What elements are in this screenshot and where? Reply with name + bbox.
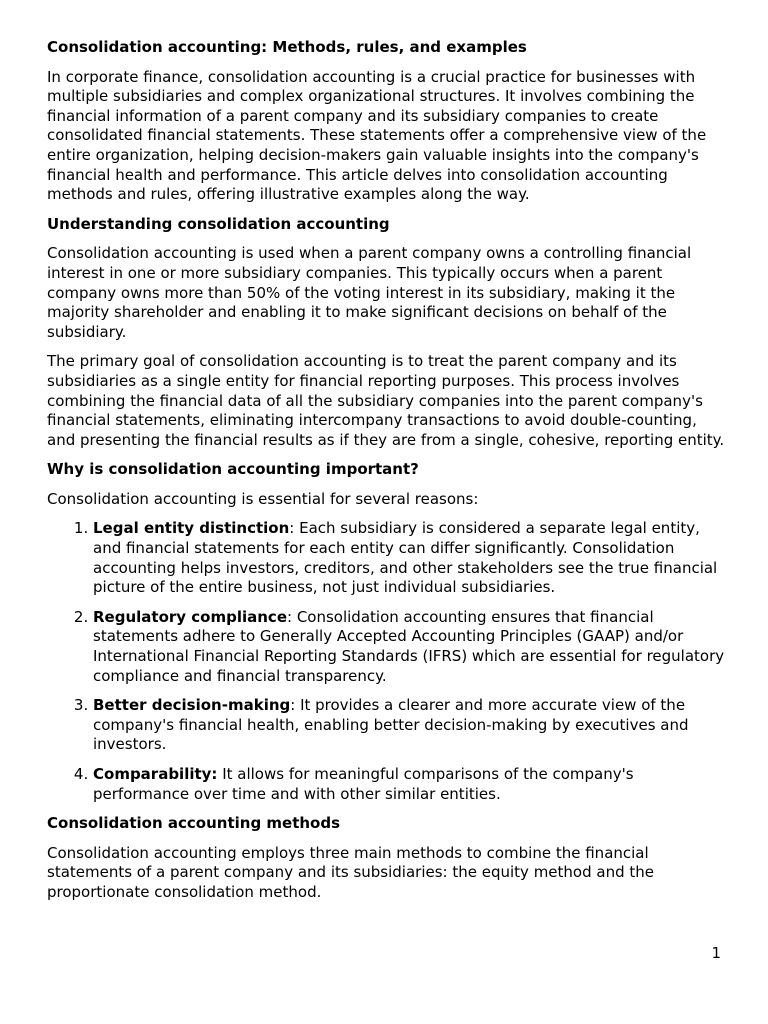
list-item-text: : Consolidation accounting ensures that financial statements adhere to Generally Accepted Accounting Principles (GAAP) and/or International Financial Reporting Standards (IFRS) which are essential for regulatory compliance and financial transparency. [93,607,725,685]
section-heading-understanding: Understanding consolidation accounting [47,214,390,233]
document-title: Consolidation accounting: Methods, rules, and examples [47,38,527,56]
list-item [93,519,727,597]
list-item-term: Comparability: [93,765,218,783]
section-heading-methods: Consolidation accounting methods [47,814,341,833]
list-item-term: Regulatory compliance [93,607,287,626]
understanding-paragraph-1: Consolidation accounting is used when a parent company owns a controlling financial interest in one or more subsidiary companies. This typically occurs when a parent company owns more than 50% of the voting interest in its subsidiary, making it the majority shareholder and enabling it to make significant decisions on behalf of the subsidiary. [47,244,692,341]
list-item-term: Legal entity distinction [93,519,290,538]
list-item [93,696,727,755]
methods-paragraph: Consolidation accounting employs three main methods to combine the financial statements of a parent company and its subsidiaries: the equity method and the proportionate consolidation method. [47,843,654,901]
importance-lead: Consolidation accounting is essential for several reasons: [47,489,479,508]
document-page [47,38,727,913]
list-item-text: : It provides a clearer and more accurate view of the company's financial health, enabling better decision-making by executives and investors. [93,696,689,754]
list-item [93,608,727,686]
list-item-text: It allows for meaningful comparisons of the company's performance over time and with other similar entities. [93,765,634,803]
intro-paragraph: In corporate finance, consolidation accounting is a crucial practice for businesses with multiple subsidiaries and complex organizational structures. It involves combining the financial information of a parent company and its subsidiary companies to create consolidated financial statements. These statements offer a comprehensive view of the entire organization, helping decision-makers gain valuable insights into the company's financial health and performance. This article delves into consolidation accounting methods and rules, offering illustrative examples along the way. [47,67,707,204]
reasons-list [47,519,727,804]
page-number: 1 [711,944,721,962]
list-item [93,765,727,804]
list-item-term: Better decision-making [93,696,291,715]
understanding-paragraph-2: The primary goal of consolidation accounting is to treat the parent company and its subsidiaries as a single entity for financial reporting purposes. This process involves combining the financial data of all the subsidiary companies into the parent company's financial statements, eliminating intercompany transactions to avoid double-counting, and presenting the financial results as if they are from a single, cohesive, reporting entity. [47,352,725,449]
section-heading-importance: Why is consolidation accounting important? [47,460,419,479]
list-item-text: : Each subsidiary is considered a separate legal entity, and financial statements for each entity can differ significantly. Consolidation accounting helps investors, creditors, and other stakeholders see the true financial picture of the entire business, not just individual subsidiaries. [93,519,718,597]
